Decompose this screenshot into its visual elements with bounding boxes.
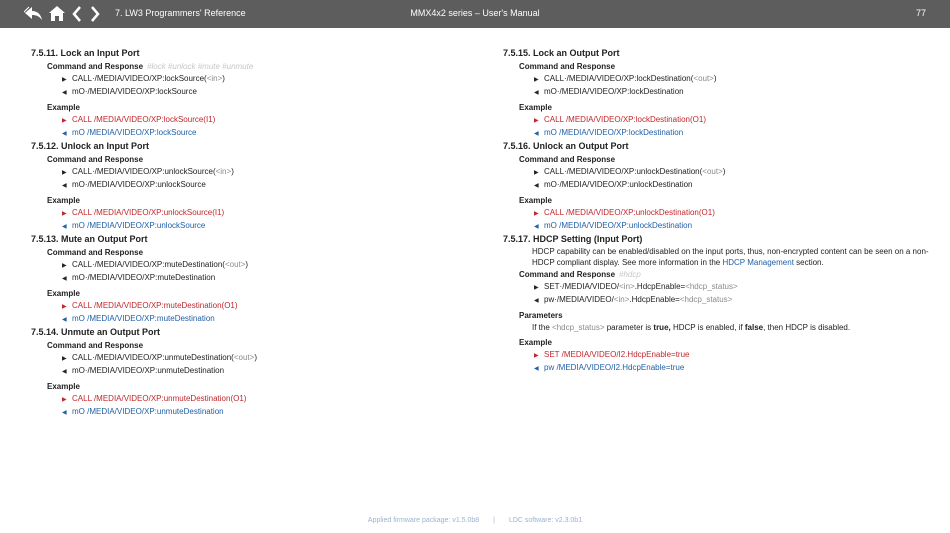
left-arrow-icon: ◀	[62, 409, 67, 416]
example-call: ▶ CALL /MEDIA/VIDEO/XP:muteDestination(O1)	[62, 300, 451, 313]
response-line: ◀ mO·/MEDIA/VIDEO/XP:muteDestination	[62, 272, 451, 285]
example-response: ◀ mO /MEDIA/VIDEO/XP:muteDestination	[62, 313, 451, 326]
right-arrow-icon: ▶	[62, 170, 67, 176]
example-label: Example	[47, 196, 80, 205]
section-title: 7.5.11. Lock an Input Port	[31, 48, 140, 58]
tag-list: #lock #unlock #mute #unmute	[147, 62, 254, 71]
command-line: ▶ CALL·/MEDIA/VIDEO/XP:unmuteDestination(<out>)	[62, 352, 451, 365]
example-label: Example	[47, 382, 80, 391]
section-title: 7.5.12. Unlock an Input Port	[31, 141, 150, 151]
example-response: ◀ mO /MEDIA/VIDEO/XP:unmuteDestination	[62, 406, 451, 419]
right-arrow-icon: ▶	[62, 263, 67, 269]
response-line: ◀ mO·/MEDIA/VIDEO/XP:unlockSource	[62, 179, 451, 192]
command-line: ▶ CALL·/MEDIA/VIDEO/XP:lockDestination(<out>)	[534, 73, 933, 86]
page-number: 77	[915, 8, 926, 18]
example-call: ▶ CALL /MEDIA/VIDEO/XP:lockDestination(O1)	[534, 114, 933, 127]
command-line: ▶ CALL·/MEDIA/VIDEO/XP:unlockSource(<in>)	[62, 166, 451, 179]
example-call: ▶ CALL /MEDIA/VIDEO/XP:unlockDestination(O1)	[534, 207, 933, 220]
section-title: 7.5.15. Lock an Output Port	[503, 48, 620, 58]
response-line: ◀ pw·/MEDIA/VIDEO/<in>.HdcpEnable=<hdcp_status>	[534, 294, 933, 307]
example-response: ◀ mO /MEDIA/VIDEO/XP:lockSource	[62, 127, 451, 140]
parameters-text: If the <hdcp_status> parameter is true, HDCP is enabled, if false, then HDCP is disabled.	[532, 323, 851, 332]
left-arrow-icon: ◀	[534, 297, 539, 304]
example-response: ◀ mO /MEDIA/VIDEO/XP:unlockSource	[62, 220, 451, 233]
right-arrow-icon: ▶	[62, 77, 67, 83]
right-arrow-icon: ▶	[62, 304, 67, 310]
section-description: HDCP capability can be enabled/disabled on the input ports, thus, non-encrypted content can be seen on a non-HDCP compliant display. See more information in the HDCP Management section.	[532, 247, 929, 267]
right-column	[503, 46, 933, 374]
left-arrow-icon: ◀	[534, 223, 539, 230]
left-arrow-icon: ◀	[62, 223, 67, 230]
footer	[0, 517, 950, 524]
example-label: Example	[47, 103, 80, 112]
left-arrow-icon: ◀	[62, 316, 67, 323]
example-response: ◀ mO /MEDIA/VIDEO/XP:lockDestination	[534, 127, 933, 140]
example-call: ▶ CALL /MEDIA/VIDEO/XP:lockSource(I1)	[62, 114, 451, 127]
right-arrow-icon: ▶	[534, 285, 539, 291]
command-response-label: Command and Response #lock #unlock #mute #unmute	[47, 62, 254, 71]
example-label: Example	[47, 289, 80, 298]
header-bar	[0, 0, 950, 28]
example-label: Example	[519, 196, 552, 205]
command-response-label: Command and Response	[47, 155, 144, 164]
tag-list: #hdcp	[619, 270, 641, 279]
command-line: ▶ SET·/MEDIA/VIDEO/<in>.HdcpEnable=<hdcp_status>	[534, 281, 933, 294]
left-arrow-icon: ◀	[62, 182, 67, 189]
response-line: ◀ mO·/MEDIA/VIDEO/XP:unlockDestination	[534, 179, 933, 192]
command-response-label: Command and Response	[519, 62, 616, 71]
section-title: 7.5.16. Unlock an Output Port	[503, 141, 629, 151]
left-column	[31, 46, 451, 418]
section-title: 7.5.17. HDCP Setting (Input Port)	[503, 234, 643, 244]
example-label: Example	[519, 338, 552, 347]
right-arrow-icon: ▶	[62, 211, 67, 217]
right-arrow-icon: ▶	[62, 118, 67, 124]
command-response-label: Command and Response	[47, 248, 144, 257]
parameters-label: Parameters	[519, 311, 563, 320]
command-response-label: Command and Response #hdcp	[519, 270, 641, 279]
example-response: ◀ pw /MEDIA/VIDEO/I2.HdcpEnable=true	[534, 362, 933, 375]
left-arrow-icon: ◀	[62, 130, 67, 137]
left-arrow-icon: ◀	[62, 368, 67, 375]
command-line: ▶ CALL·/MEDIA/VIDEO/XP:unlockDestination(<out>)	[534, 166, 933, 179]
section-title: 7.5.13. Mute an Output Port	[31, 234, 148, 244]
right-arrow-icon: ▶	[534, 353, 539, 359]
left-arrow-icon: ◀	[534, 182, 539, 189]
ldc-version: LDC software: v2.3.0b1	[508, 517, 583, 524]
hdcp-management-link[interactable]: HDCP Management	[722, 258, 794, 267]
command-response-label: Command and Response	[47, 341, 144, 350]
example-call: ▶ CALL /MEDIA/VIDEO/XP:unlockSource(I1)	[62, 207, 451, 220]
right-arrow-icon: ▶	[62, 356, 67, 362]
response-line: ◀ mO·/MEDIA/VIDEO/XP:lockSource	[62, 86, 451, 99]
example-response: ◀ mO /MEDIA/VIDEO/XP:unlockDestination	[534, 220, 933, 233]
right-arrow-icon: ▶	[534, 170, 539, 176]
left-arrow-icon: ◀	[534, 365, 539, 372]
example-call: ▶ CALL /MEDIA/VIDEO/XP:unmuteDestination(O1)	[62, 393, 451, 406]
command-response-label: Command and Response	[519, 155, 616, 164]
left-arrow-icon: ◀	[62, 89, 67, 96]
example-label: Example	[519, 103, 552, 112]
chapter-title: 7. LW3 Programmers' Reference	[115, 8, 246, 18]
right-arrow-icon: ▶	[534, 118, 539, 124]
firmware-version: Applied firmware package: v1.5.0b8	[367, 517, 480, 524]
section-title: 7.5.14. Unmute an Output Port	[31, 327, 161, 337]
response-line: ◀ mO·/MEDIA/VIDEO/XP:lockDestination	[534, 86, 933, 99]
right-arrow-icon: ▶	[62, 397, 67, 403]
left-arrow-icon: ◀	[534, 130, 539, 137]
response-line: ◀ mO·/MEDIA/VIDEO/XP:unmuteDestination	[62, 365, 451, 378]
manual-title: MMX4x2 series – User's Manual	[410, 8, 540, 18]
left-arrow-icon: ◀	[534, 89, 539, 96]
left-arrow-icon: ◀	[62, 275, 67, 282]
footer-separator: |	[493, 517, 495, 524]
right-arrow-icon: ▶	[534, 77, 539, 83]
right-arrow-icon: ▶	[534, 211, 539, 217]
command-line: ▶ CALL·/MEDIA/VIDEO/XP:muteDestination(<out>)	[62, 259, 451, 272]
command-line: ▶ CALL·/MEDIA/VIDEO/XP:lockSource(<in>)	[62, 73, 451, 86]
example-call: ▶ SET /MEDIA/VIDEO/I2.HdcpEnable=true	[534, 349, 933, 362]
